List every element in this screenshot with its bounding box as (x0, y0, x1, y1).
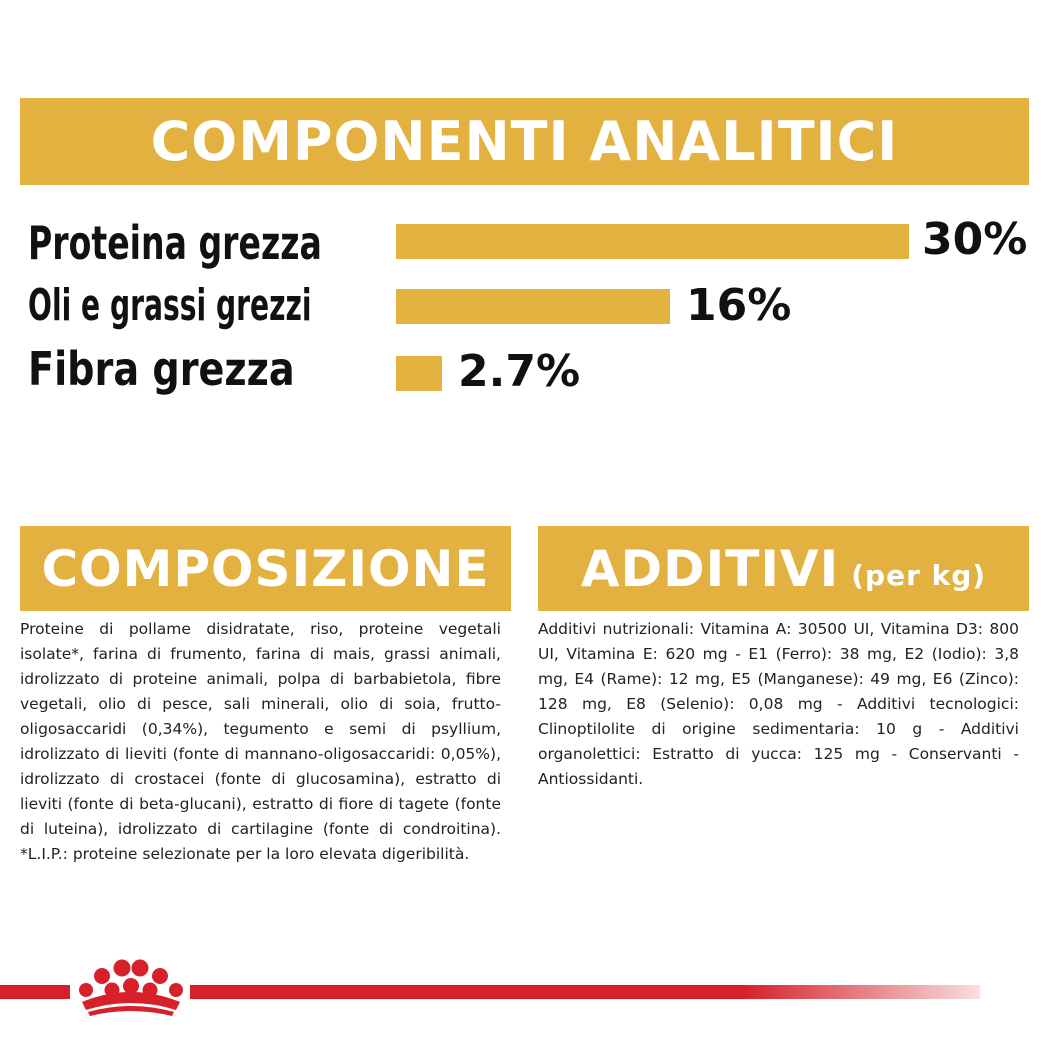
row-label-proteina: Proteina grezza (28, 216, 322, 270)
bar-fibra (396, 356, 442, 391)
value-fibra: 2.7% (458, 346, 581, 397)
value-proteina: 30% (922, 214, 1028, 265)
bar-proteina (396, 224, 909, 259)
bar-oli (396, 289, 670, 324)
additivi-subtitle: (per kg) (851, 559, 987, 592)
value-oli: 16% (686, 280, 792, 331)
brand-line-left (0, 985, 70, 999)
additivi-text: Additivi nutrizionali: Vitamina A: 30500 UI, Vitamina D3: 800 UI, Vitamina E: 620 mg - E1 (Ferro): 38 mg, E2 (Iodio): 3,8 mg, E4 (Rame): 12 mg, E5 (Manganese): 49 mg, E6 (Zinco): 128 mg, E8 (Selenio): 0,08 mg - Additivi tecnologici: Clinoptilolite di origine sedimentaria: 10 g - Additivi organolettici: Estratto di yucca: 125 mg - Conservanti - Antiossidanti. (538, 620, 1019, 788)
additivi-banner (538, 526, 1029, 611)
row-label-oli: Oli e grassi grezzi (28, 280, 312, 331)
composizione-text: Proteine di pollame disidratate, riso, proteine vegetali isolate*, farina di frumento, farina di mais, grassi animali, idrolizzato di proteine animali, polpa di barbabietola, fibre vegetali, olio di pesce, sali minerali, olio di soia, frutto-oligosaccaridi (0,34%), tegumento e semi di psyllium, idrolizzato di lieviti (fonte di mannano-oligosaccaridi: 0,05%), idrolizzato di crostacei (fonte di glucosamina), estratto di lieviti (fonte di beta-glucani), estratto di fiore di tagete (fonte di luteina), idrolizzato di cartilagine (fonte di condroitina). *L.I.P.: proteine selezionate per la loro elevata digeribilità. (20, 620, 501, 863)
composizione-title: COMPOSIZIONE (41, 539, 490, 598)
royal-canin-crown-icon (72, 956, 190, 1018)
analitici-banner (20, 98, 1029, 185)
composizione-banner (20, 526, 511, 611)
analitici-title: COMPONENTI ANALITICI (150, 110, 899, 173)
additivi-title: ADDITIVI (580, 539, 840, 598)
row-label-fibra: Fibra grezza (28, 342, 295, 396)
brand-line-right (190, 985, 980, 999)
